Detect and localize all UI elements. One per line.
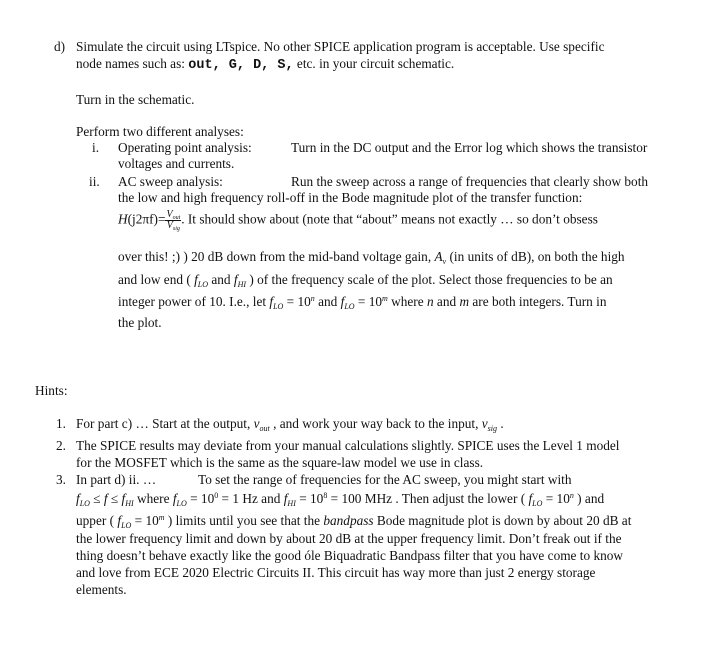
hint-3-line-5: thing doesn’t behave exactly like the good óle Biquadratic Bandpass filter that you have come to know	[76, 548, 623, 563]
hint-3-line-4: the lower frequency limit and down by about 20 dB at the upper frequency limit. Don’t freak out if the	[76, 531, 622, 546]
item-ii-line-4: over this! ;) ) 20 dB down from the mid-band voltage gain, $A_v$ (in units of dB), on both the high	[118, 249, 625, 266]
item-ii-label: ii.	[89, 174, 100, 189]
item-ii-line-2: the low and high frequency roll-off in the Bode magnitude plot of the transfer function:	[118, 190, 583, 205]
hint-3-label: 3.	[56, 472, 66, 487]
perform-analyses: Perform two different analyses:	[76, 124, 244, 139]
hint-2-line-1: The SPICE results may deviate from your manual calculations slightly. SPICE uses the Level 1 model	[76, 438, 620, 453]
hint-3-line-1a: In part d) ii. …	[76, 472, 157, 487]
hint-1-label: 1.	[56, 416, 66, 431]
hint-1-text: For part c) … Start at the output, $v_{out}$ , and work your way back to the input, $v_{sig}$ .	[76, 416, 504, 433]
part-d-line-2: node names such as: out, G, D, S, etc. in your circuit schematic.	[76, 56, 455, 73]
item-ii-text: Run the sweep across a range of frequencies that clearly show both	[291, 174, 649, 189]
hints-heading: Hints:	[35, 383, 68, 398]
hint-3-line-1b: To set the range of frequencies for the AC sweep, you might start with	[198, 472, 572, 487]
item-i-title: Operating point analysis:	[118, 140, 252, 155]
transfer-function-fraction: $\frac{V_{out}}{V_{sig}}$	[166, 209, 181, 232]
item-i-label: i.	[92, 140, 100, 155]
hint-3-line-6: and love from ECE 2020 Electric Circuits II. This circuit has way more than just 2 energy storage	[76, 565, 596, 580]
item-ii-line-7: the plot.	[118, 315, 162, 330]
hint-2-label: 2.	[56, 438, 66, 453]
hint-2-line-2: for the MOSFET which is the same as the square-law model we use in class.	[76, 455, 484, 470]
item-i-text: Turn in the DC output and the Error log which shows the transistor	[291, 140, 648, 155]
item-ii-line-5: and low end ( $f_{LO}$ and $f_{HI}$ ) of the frequency scale of the plot. Select those frequencies to be an	[118, 272, 613, 289]
item-ii-title: AC sweep analysis:	[118, 174, 223, 189]
part-d-label: d)	[54, 39, 66, 54]
hint-3-line-2: $f_{LO} \le f \le f_{HI}$ where $f_{LO} = 10^0 = 1$ Hz and $f_{HI} = 10^8 = 100$ MHz . Then adjust the lower ( $f_{LO} = 10^n$ ) and	[76, 491, 605, 508]
item-i-line-2: voltages and currents.	[118, 156, 235, 171]
item-ii-line-6: integer power of 10. I.e., let $f_{LO} = 10^n$ and $f_{LO} = 10^m$ where n and m are both integers. Turn in	[118, 294, 607, 311]
node-names-code: out, G, D, S,	[188, 58, 294, 73]
part-d-line-1: Simulate the circuit using LTspice. No other SPICE application program is acceptable. Use specific	[76, 39, 605, 54]
hint-3-line-3: upper ( $f_{LO} = 10^m$ ) limits until you see that the bandpass Bode magnitude plot is down by about 20 dB at	[76, 513, 632, 530]
hint-3-line-7: elements.	[76, 582, 127, 597]
turn-in-schematic: Turn in the schematic.	[76, 92, 195, 107]
transfer-function-line: H(j2πf)= $\frac{V_{out}}{V_{sig}}$ . It should show about (note that “about” means not exactly … so don’t obsess	[118, 209, 598, 232]
